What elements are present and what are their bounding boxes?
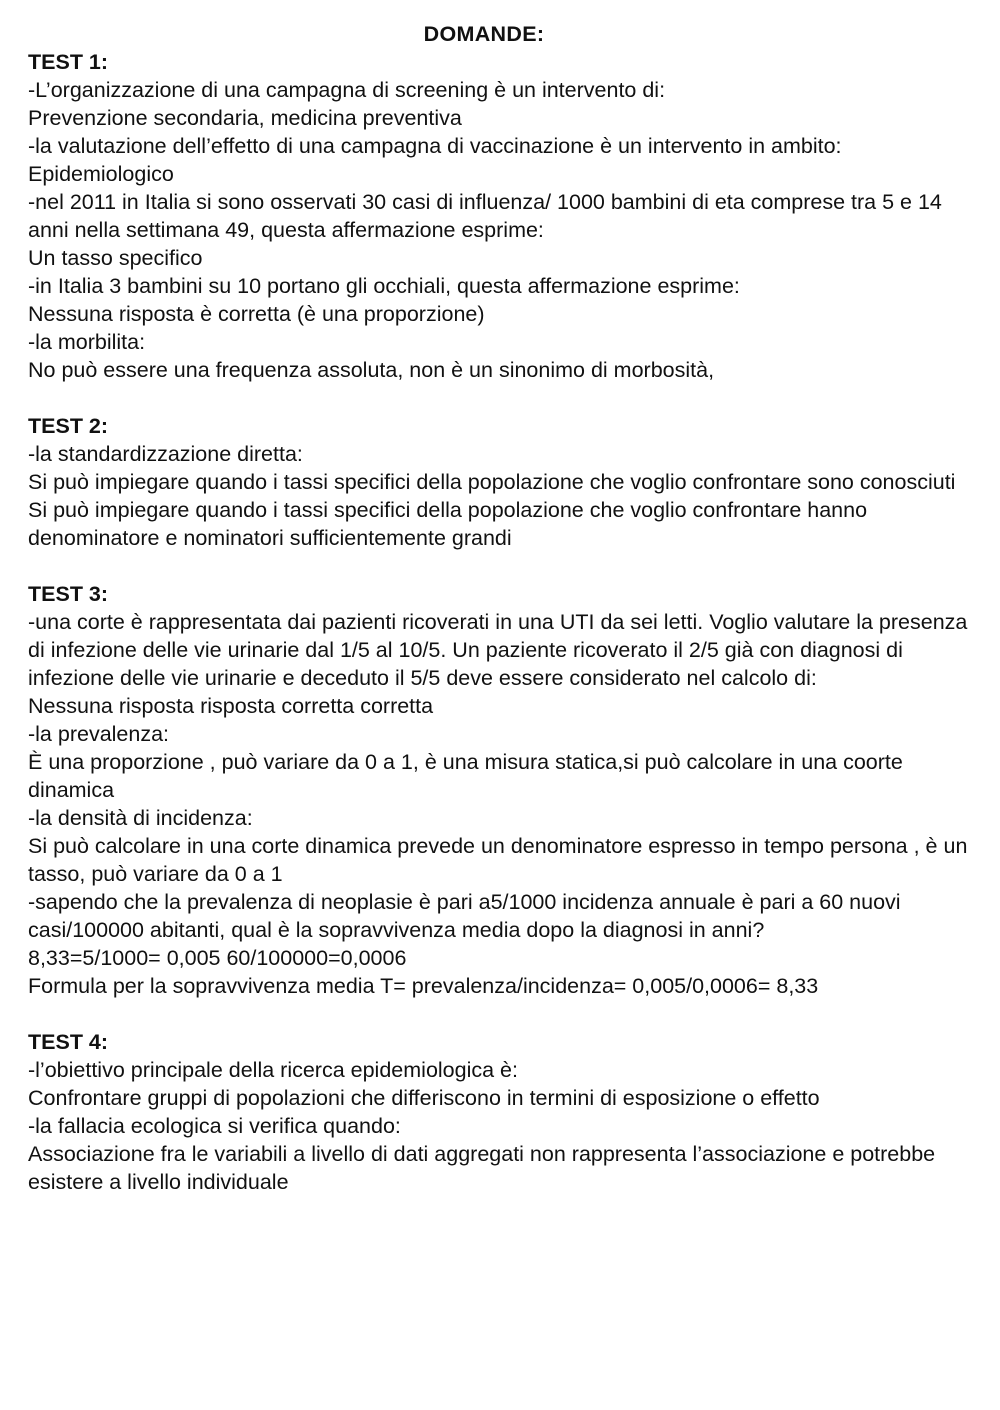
question-text: -una corte è rappresentata dai pazienti ricoverati in una UTI da sei letti. Voglio valutare la presenza di infezione delle vie urinarie dal 1/5 al 10/5. Un paziente ricoverato il 2/5 già con diagnosi di infezione delle vie urinarie e deceduto il 5/5 deve essere considerato nel calcolo di:	[28, 610, 968, 690]
test-3-heading: TEST 3:	[28, 582, 109, 606]
answer-text: Prevenzione secondaria, medicina preventiva	[28, 106, 462, 130]
answer-text: Si può calcolare in una corte dinamica prevede un denominatore espresso in tempo persona , è un tasso, può variare da 0 a 1	[28, 834, 968, 886]
document-page	[28, 20, 978, 1196]
test-4-section	[28, 1028, 978, 1196]
question-text: -la valutazione dell’effetto di una campagna di vaccinazione è un intervento in ambito:	[28, 134, 842, 158]
question-text: -la densità di incidenza:	[28, 806, 253, 830]
test-1-section	[28, 48, 978, 384]
question-text: -nel 2011 in Italia si sono osservati 30 casi di influenza/ 1000 bambini di eta comprese tra 5 e 14 anni nella settimana 49, questa affermazione esprime:	[28, 190, 942, 242]
formula-text: Formula per la sopravvivenza media T= prevalenza/incidenza= 0,005/0,0006= 8,33	[28, 974, 819, 998]
answer-text: Nessuna risposta risposta corretta corretta	[28, 694, 434, 718]
answer-text: Associazione fra le variabili a livello di dati aggregati non rappresenta l’associazione e potrebbe esistere a livello individuale	[28, 1142, 936, 1194]
answer-text: Epidemiologico	[28, 162, 174, 186]
test-4-heading: TEST 4:	[28, 1030, 109, 1054]
test-1-heading: TEST 1:	[28, 50, 109, 74]
answer-text: È una proporzione , può variare da 0 a 1, è una misura statica,si può calcolare in una coorte dinamica	[28, 750, 903, 802]
calculation-text: 8,33=5/1000= 0,005 60/100000=0,0006	[28, 946, 407, 970]
test-2-heading: TEST 2:	[28, 414, 109, 438]
question-text: -la standardizzazione diretta:	[28, 442, 303, 466]
question-text: -L’organizzazione di una campagna di screening è un intervento di:	[28, 78, 666, 102]
answer-text: Confrontare gruppi di popolazioni che differiscono in termini di esposizione o effetto	[28, 1086, 820, 1110]
question-text: -la morbilita:	[28, 330, 146, 354]
question-text: -l’obiettivo principale della ricerca epidemiologica è:	[28, 1058, 518, 1082]
question-text: -la fallacia ecologica si verifica quando:	[28, 1114, 401, 1138]
answer-text: Un tasso specifico	[28, 246, 203, 270]
answer-text: Si può impiegare quando i tassi specifici della popolazione che voglio confrontare hanno denominatore e nominatori sufficientemente grandi	[28, 498, 868, 550]
question-text: -sapendo che la prevalenza di neoplasie è pari a5/1000 incidenza annuale è pari a 60 nuovi casi/100000 abitanti, qual è la sopravvivenza media dopo la diagnosi in anni?	[28, 890, 901, 942]
test-3-section	[28, 580, 978, 1000]
question-text: -in Italia 3 bambini su 10 portano gli occhiali, questa affermazione esprime:	[28, 274, 740, 298]
answer-text: Nessuna risposta è corretta (è una proporzione)	[28, 302, 485, 326]
document-title: DOMANDE:	[423, 22, 545, 46]
answer-text: Si può impiegare quando i tassi specifici della popolazione che voglio confrontare sono conosciuti	[28, 470, 956, 494]
question-text: -la prevalenza:	[28, 722, 170, 746]
answer-text: No può essere una frequenza assoluta, non è un sinonimo di morbosità,	[28, 358, 715, 382]
test-2-section	[28, 412, 978, 552]
